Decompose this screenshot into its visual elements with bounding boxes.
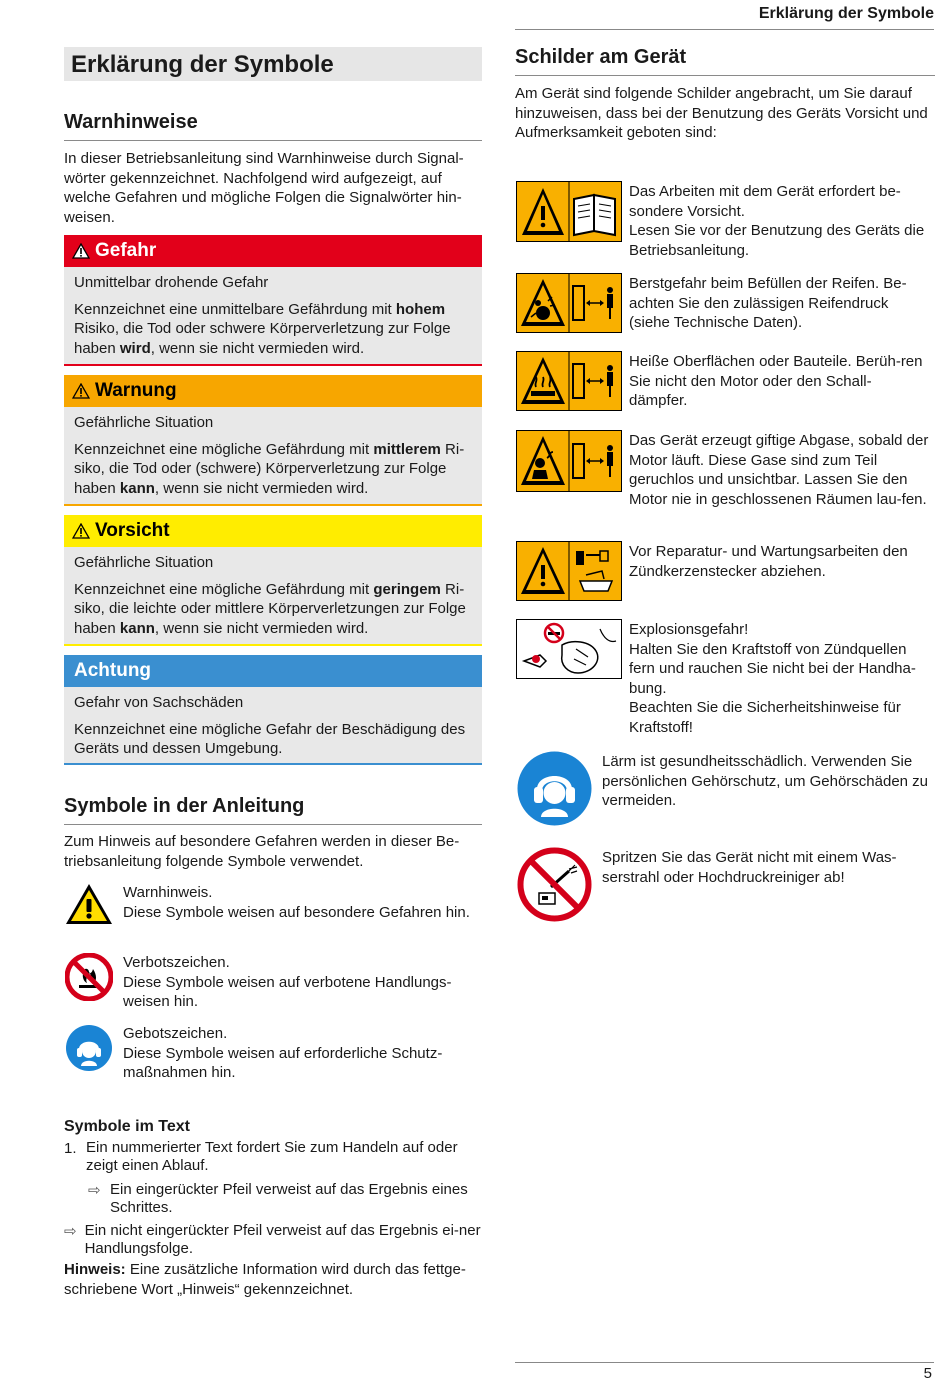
symbols-heading-block bbox=[64, 794, 482, 825]
device-signs-intro: Am Gerät sind folgende Schilder angebracht, um Sie darauf hinzuweisen, dass bei der Benutzung des Geräts Vorsicht und Aufmerksamkeit geboten sind: bbox=[515, 85, 928, 141]
notice-label: Achtung bbox=[74, 660, 152, 681]
caution-text: Kennzeichnet eine mögliche Gefährdung mit geringem Ri-siko, die leichte oder mittlere Körperverletzungen zur Folge haben kann, wenn sie nicht vermieden wird. bbox=[74, 580, 466, 637]
warning-triangle-icon bbox=[72, 383, 90, 399]
result-line: ⇨ Ein nicht eingerückter Pfeil verweist auf das Ergebnis ei-ner Handlungsfolge. bbox=[64, 1222, 481, 1257]
sign-tire-burst-text: Berstgefahr beim Befüllen der Reifen. Be-achten Sie den zulässigen Reifendruck (siehe Technische Daten). bbox=[629, 275, 907, 331]
sign-spark-plug bbox=[516, 541, 622, 607]
symbol-warning-icon-wrap bbox=[64, 882, 114, 932]
notice-subtitle: Gefahr von Sachschäden bbox=[74, 694, 244, 711]
sign-toxic-fumes bbox=[516, 430, 622, 498]
spark-plug-sign-icon bbox=[516, 541, 622, 601]
sign-explosion bbox=[516, 619, 622, 685]
page-title-box bbox=[64, 47, 482, 81]
warning-bar bbox=[64, 375, 482, 407]
caution-subtitle: Gefährliche Situation bbox=[74, 554, 214, 571]
warnings-heading: Warnhinweise bbox=[64, 110, 482, 141]
warning-triangle-icon bbox=[64, 882, 114, 926]
hot-surface-sign-icon bbox=[516, 351, 622, 411]
warning-label: Warnung bbox=[95, 380, 177, 401]
sign-ear-protection-text: Lärm ist gesundheitsschädlich. Verwenden Sie persönlichen Gehörschutz, um Gehörschäden zu vermeiden. bbox=[602, 753, 929, 809]
sign-ear-protection bbox=[517, 751, 592, 832]
outline-arrow-icon: ⇨ bbox=[64, 1223, 77, 1240]
sign-hot-surface bbox=[516, 351, 622, 417]
sign-no-water-jet-text: Spritzen Sie das Gerät nicht mit einem Was-serstrahl oder Hochdruckreiniger ab! bbox=[602, 849, 897, 886]
danger-box bbox=[64, 235, 482, 366]
sign-hot-surface-text: Heiße Oberflächen oder Bauteile. Berüh-ren Sie nicht den Motor oder den Schall-dämpfer. bbox=[629, 353, 923, 409]
toxic-fumes-sign-icon bbox=[516, 430, 622, 492]
symbol-warning-text: Warnhinweis. Diese Symbole weisen auf besondere Gefahren hin. bbox=[123, 884, 470, 921]
symbol-prohibition-text: Verbotszeichen. Diese Symbole weisen auf verbotene Handlungs-weisen hin. bbox=[123, 954, 452, 1010]
outline-arrow-icon: ⇨ bbox=[88, 1182, 101, 1199]
caution-box bbox=[64, 515, 482, 646]
caution-label: Vorsicht bbox=[95, 520, 170, 541]
sign-read-manual-text: Das Arbeiten mit dem Gerät erfordert be-sondere Vorsicht. Lesen Sie vor der Benutzung des Geräts die Betriebsanleitung. bbox=[629, 183, 925, 259]
symbol-mandatory-text: Gebotszeichen. Diese Symbole weisen auf erforderliche Schutz-maßnahmen hin. bbox=[123, 1025, 443, 1081]
page-number: 5 bbox=[923, 1365, 932, 1382]
symbol-prohibition-icon-wrap bbox=[65, 953, 113, 1007]
page-title: Erklärung der Symbole bbox=[71, 51, 334, 78]
notice-bar bbox=[64, 655, 482, 687]
sign-tire-burst bbox=[516, 273, 622, 339]
symbols-intro: Zum Hinweis auf besondere Gefahren werden in dieser Be-triebsanleitung folgende Symbole verwendet. bbox=[64, 833, 460, 870]
notice-box bbox=[64, 655, 482, 765]
warning-subtitle: Gefährliche Situation bbox=[74, 414, 214, 431]
footer-rule bbox=[515, 1362, 934, 1363]
warning-triangle-icon bbox=[72, 523, 90, 539]
device-signs-heading: Schilder am Gerät bbox=[515, 45, 935, 76]
symbols-heading: Symbole in der Anleitung bbox=[64, 794, 482, 825]
warning-box bbox=[64, 375, 482, 506]
mandatory-icon bbox=[65, 1024, 113, 1072]
notice-text: Kennzeichnet eine mögliche Gefahr der Beschädigung des Geräts und dessen Umgebung. bbox=[74, 720, 466, 757]
sign-explosion-text: Explosionsgefahr! Halten Sie den Kraftstoff von Zündquellen fern und rauchen Sie nicht bei der Handha-bung. Beachten Sie die Sicherheitshinweise für Kraftstoff! bbox=[629, 621, 916, 736]
tire-burst-sign-icon bbox=[516, 273, 622, 333]
ear-protection-icon bbox=[517, 751, 592, 826]
sign-spark-plug-text: Vor Reparatur- und Wartungsarbeiten den Zündkerzenstecker abziehen. bbox=[629, 543, 908, 580]
warnings-intro: In dieser Betriebsanleitung sind Warnhinweise durch Signal-wörter gekennzeichnet. Nachfolgend wird aufgezeigt, auf welche Gefahren und mögliche Folgen die Signalwörter hin-weisen. bbox=[64, 150, 464, 226]
numbered-step: 1. Ein nummerierter Text fordert Sie zum Handeln auf oder zeigt einen Ablauf. bbox=[64, 1139, 458, 1174]
header-rule bbox=[515, 29, 934, 30]
indented-result: ⇨ Ein eingerückter Pfeil verweist auf das Ergebnis eines Schrittes. bbox=[88, 1181, 468, 1216]
explosion-sign-icon bbox=[516, 619, 622, 679]
read-manual-sign-icon bbox=[516, 181, 622, 242]
warning-triangle-icon bbox=[72, 243, 90, 259]
caution-bar bbox=[64, 515, 482, 547]
danger-bar bbox=[64, 235, 482, 267]
sign-read-manual bbox=[516, 181, 622, 248]
danger-text: Kennzeichnet eine unmittelbare Gefährdung mit hohem Risiko, die Tod oder schwere Körperverletzung zur Folge haben wird, wenn sie nicht vermieden wird. bbox=[74, 300, 451, 357]
warnings-heading-block bbox=[64, 110, 482, 141]
text-symbols-list bbox=[64, 1139, 482, 1299]
note-line: Hinweis: Eine zusätzliche Information wird durch das fettge-schriebene Wort „Hinweis“ gekennzeichnet. bbox=[64, 1261, 466, 1298]
sign-toxic-fumes-text: Das Gerät erzeugt giftige Abgase, sobald der Motor läuft. Diese Gase sind zum Teil geruchlos und unsichtbar. Lassen Sie den Motor nie in geschlossenen Räumen lau-fen. bbox=[629, 432, 929, 508]
prohibition-icon bbox=[65, 953, 113, 1001]
running-title: Erklärung der Symbole bbox=[758, 5, 934, 22]
no-water-jet-icon bbox=[517, 847, 592, 922]
danger-label: Gefahr bbox=[95, 240, 157, 261]
device-signs-heading-block bbox=[515, 45, 935, 76]
sign-no-water-jet bbox=[517, 847, 592, 928]
danger-subtitle: Unmittelbar drohende Gefahr bbox=[74, 274, 269, 291]
symbol-mandatory-icon-wrap bbox=[65, 1024, 113, 1078]
warning-text: Kennzeichnet eine mögliche Gefährdung mit mittlerem Ri-siko, die Tod oder (schwere) Körperverletzung zur Folge haben kann, wenn sie nicht vermieden wird. bbox=[74, 440, 465, 497]
text-symbols-heading: Symbole im Text bbox=[64, 1118, 190, 1135]
